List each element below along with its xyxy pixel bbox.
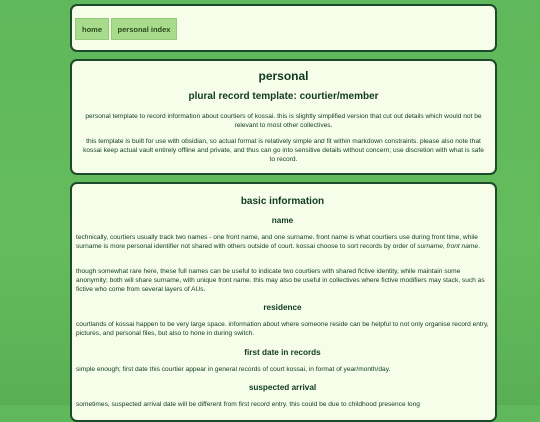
arrival-paragraph: sometimes, suspected arrival date will be different from first record entry. this could be due to childhood presence long — [76, 401, 420, 408]
intro-paragraph-2: this template is built for use with obsidian, so actual format is relatively simple and fit within markdown constraints. please also note that kossai keep actual vault entirely offline and private, and thus can go into sensitive details without concern; use discretion with what is safe to record. — [83, 138, 484, 163]
basic-info-panel — [70, 182, 497, 422]
emphasis-text: surname, front name — [417, 242, 479, 250]
intro-paragraph-1: personal template to record information about courtiers of kossai. this is slightly simplified version that cut out details which would not be relevant to most other collectives. — [85, 113, 482, 129]
first-date-heading: first date in records — [244, 348, 321, 357]
residence-heading: residence — [263, 303, 302, 312]
intro-panel — [70, 59, 497, 175]
name-paragraph-1: technically, courtiers usually track two names - one front name, and one surname. front name is what courtiers use during front time, while surname is more personal identifier not shared with others outside of court. kossai choose to sort records by order of surname, front name. — [76, 234, 480, 250]
arrival-heading: suspected arrival — [248, 383, 317, 392]
personal-index-button[interactable]: personal index — [111, 18, 177, 40]
section-title: basic information — [240, 196, 325, 207]
home-button[interactable]: home — [75, 18, 109, 40]
name-heading: name — [271, 216, 294, 225]
page-subtitle: plural record template: courtier/member — [188, 91, 379, 102]
page-title: personal — [258, 69, 309, 83]
name-paragraph-2: though somewhat rare here, these full names can be useful to indicate two courtiers with shared fictive identity, while maintain some anonymity; both will share surname, with unique front name. this may also be useful in collectives where fictive modifiers may stack, such as fictive who come from several layers of AUs. — [76, 268, 485, 293]
nav-bar — [70, 4, 497, 52]
residence-paragraph: courtlands of kossai happen to be very large space. information about where someone reside can be helpful to not only organise record entry, pictures, and personal files, but also to hone in during switch. — [76, 321, 489, 337]
first-date-paragraph: simple enough; first date this courtier appear in general records of court kossai, in format of year/month/day. — [76, 366, 391, 373]
